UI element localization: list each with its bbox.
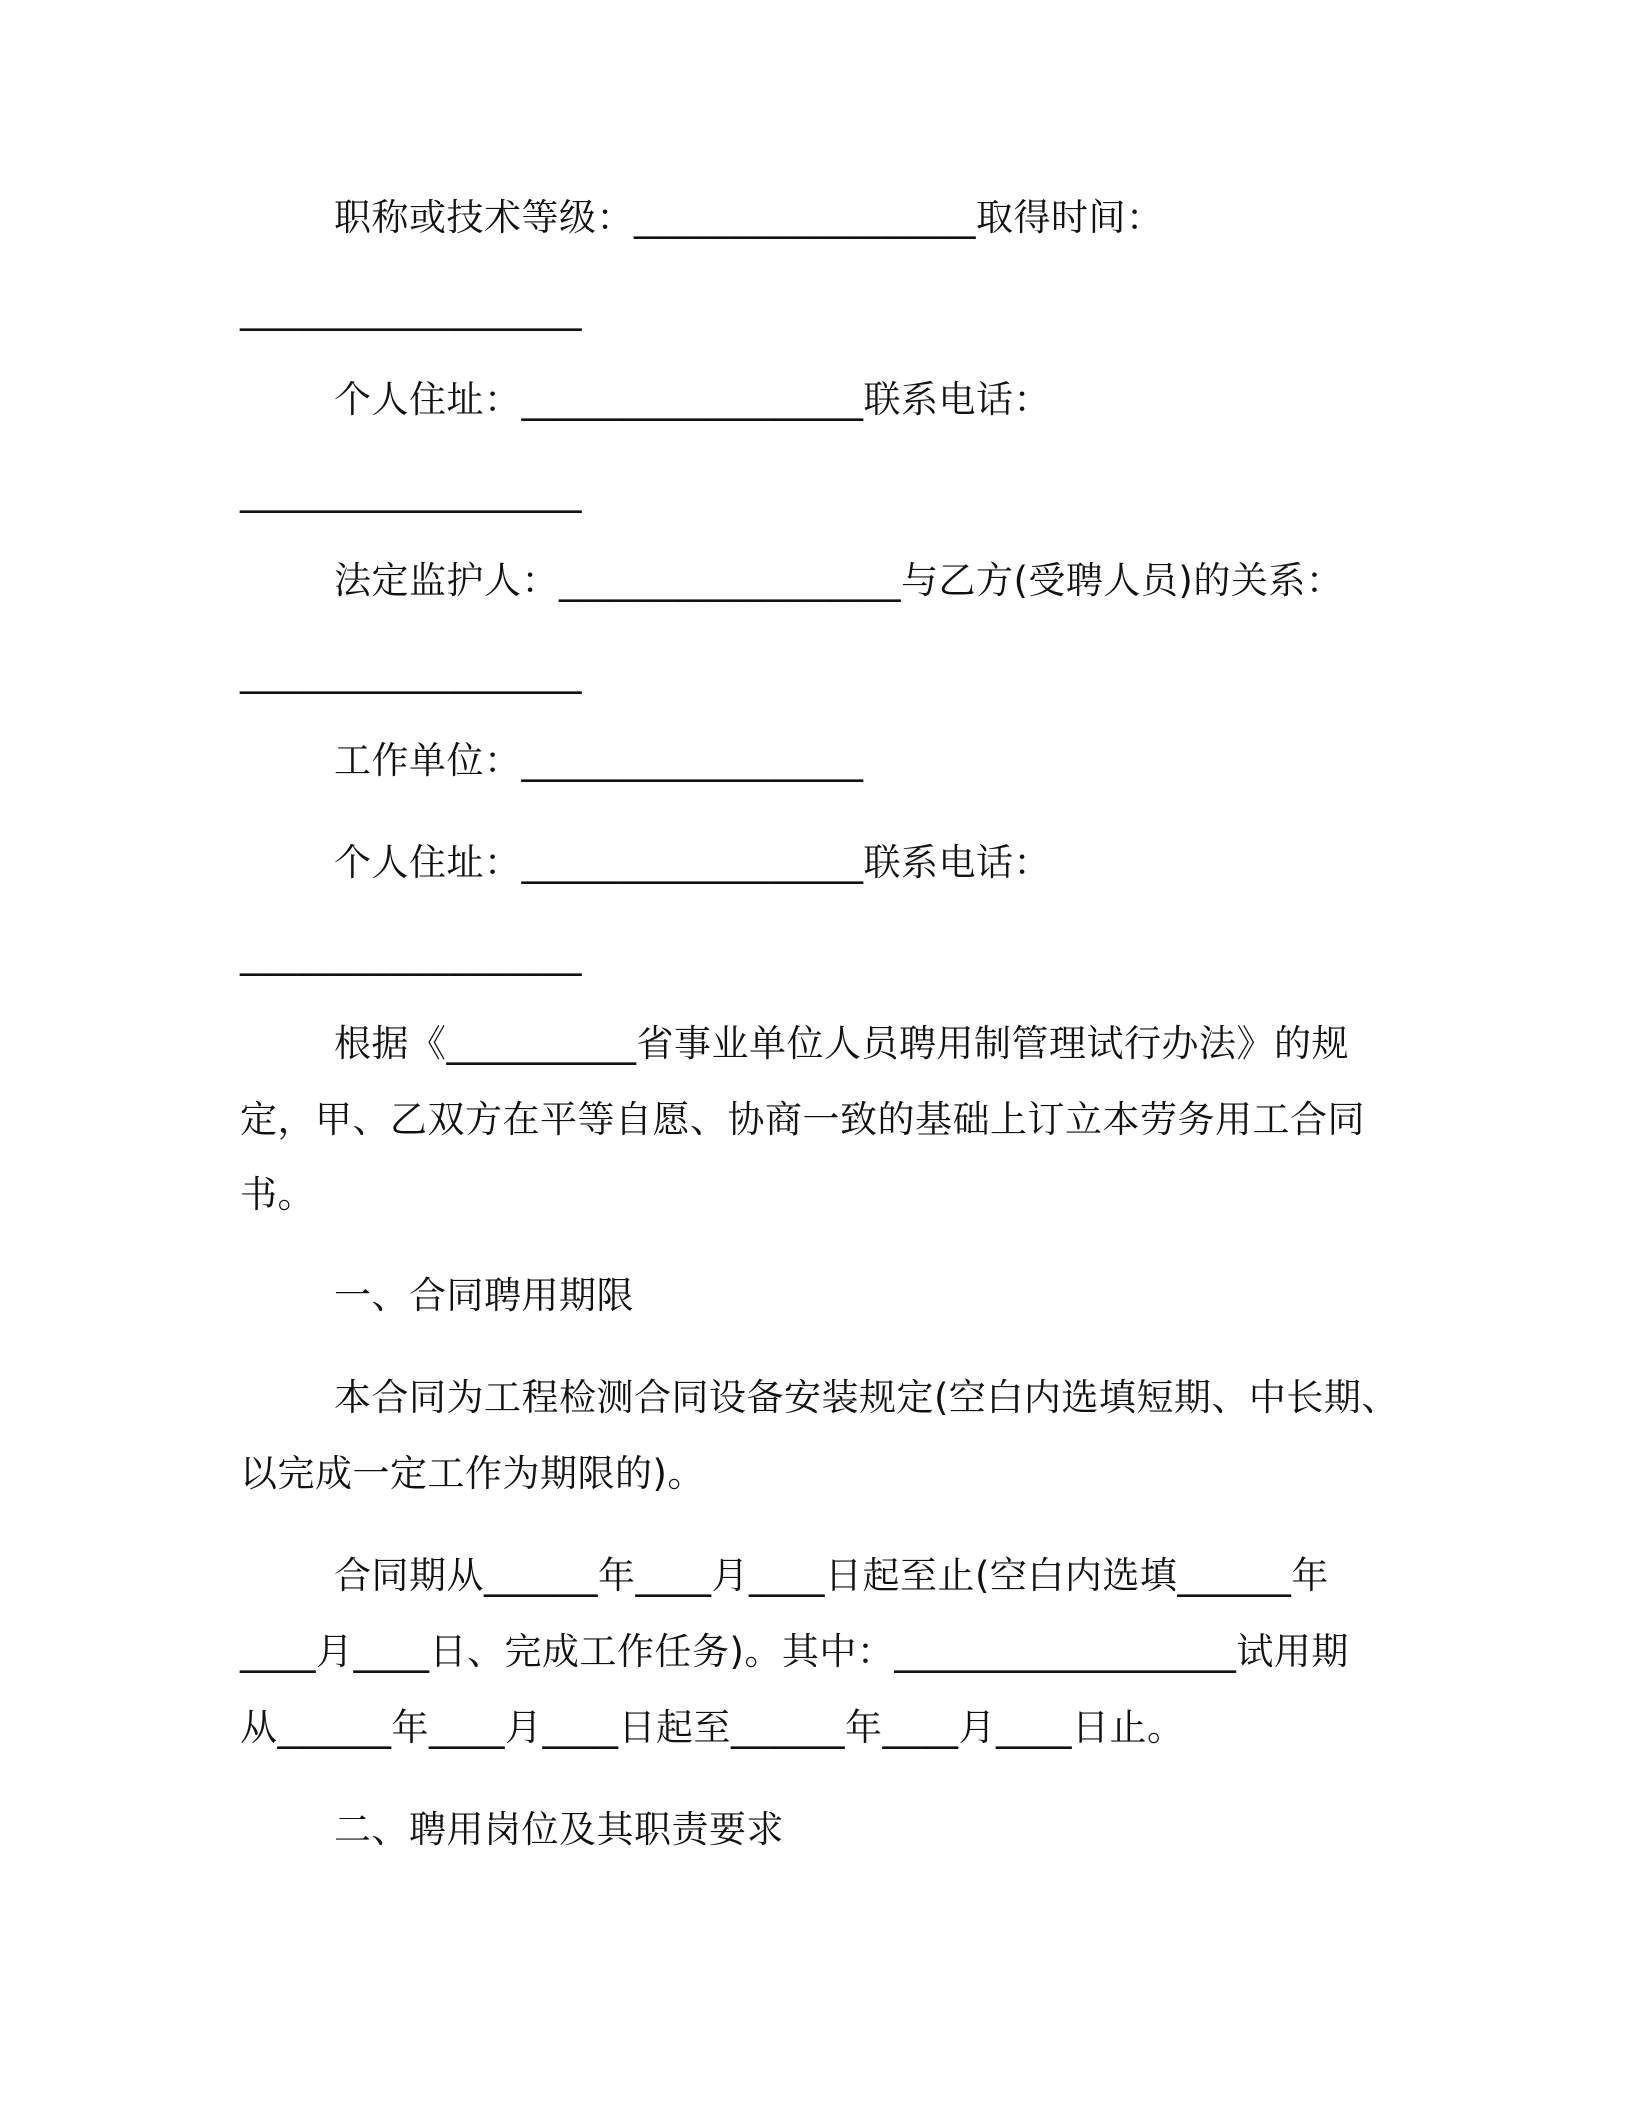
- legal-basis-line-1: 根据《__________省事业单位人员聘用制管理试行办法》的规: [334, 1022, 1349, 1065]
- blank-line: __________________: [240, 651, 582, 694]
- address-phone-line: 个人住址：__________________联系电话：: [334, 378, 1051, 421]
- legal-basis-line-3: 书。: [240, 1173, 315, 1216]
- address-phone-line-2: 个人住址：__________________联系电话：: [334, 841, 1051, 884]
- blank-line: __________________: [240, 288, 582, 331]
- guardian-line: 法定监护人：__________________与乙方(受聘人员)的关系：: [334, 559, 1344, 602]
- blank-line: __________________: [240, 933, 582, 976]
- section-heading-1: 一、合同聘用期限: [334, 1274, 634, 1317]
- section-heading-2: 二、聘用岗位及其职责要求: [334, 1808, 784, 1851]
- title-grade-line: 职称或技术等级：__________________取得时间：: [334, 196, 1164, 239]
- contract-period-line-3: 从______年____月____日起至______年____月____日止。: [240, 1706, 1185, 1749]
- contract-term-line-2: 以完成一定工作为期限的)。: [240, 1452, 705, 1495]
- contract-period-line-1: 合同期从______年____月____日起至止(空白内选填______年: [334, 1554, 1329, 1597]
- work-unit-line: 工作单位：__________________: [334, 739, 864, 782]
- contract-term-line-1: 本合同为工程检测合同设备安装规定(空白内选填短期、中长期、: [334, 1376, 1399, 1419]
- blank-line: __________________: [240, 470, 582, 513]
- legal-basis-line-2: 定，甲、乙双方在平等自愿、协商一致的基础上订立本劳务用工合同: [240, 1098, 1365, 1141]
- contract-period-line-2: ____月____日、完成工作任务)。其中：__________________试用期: [240, 1630, 1349, 1673]
